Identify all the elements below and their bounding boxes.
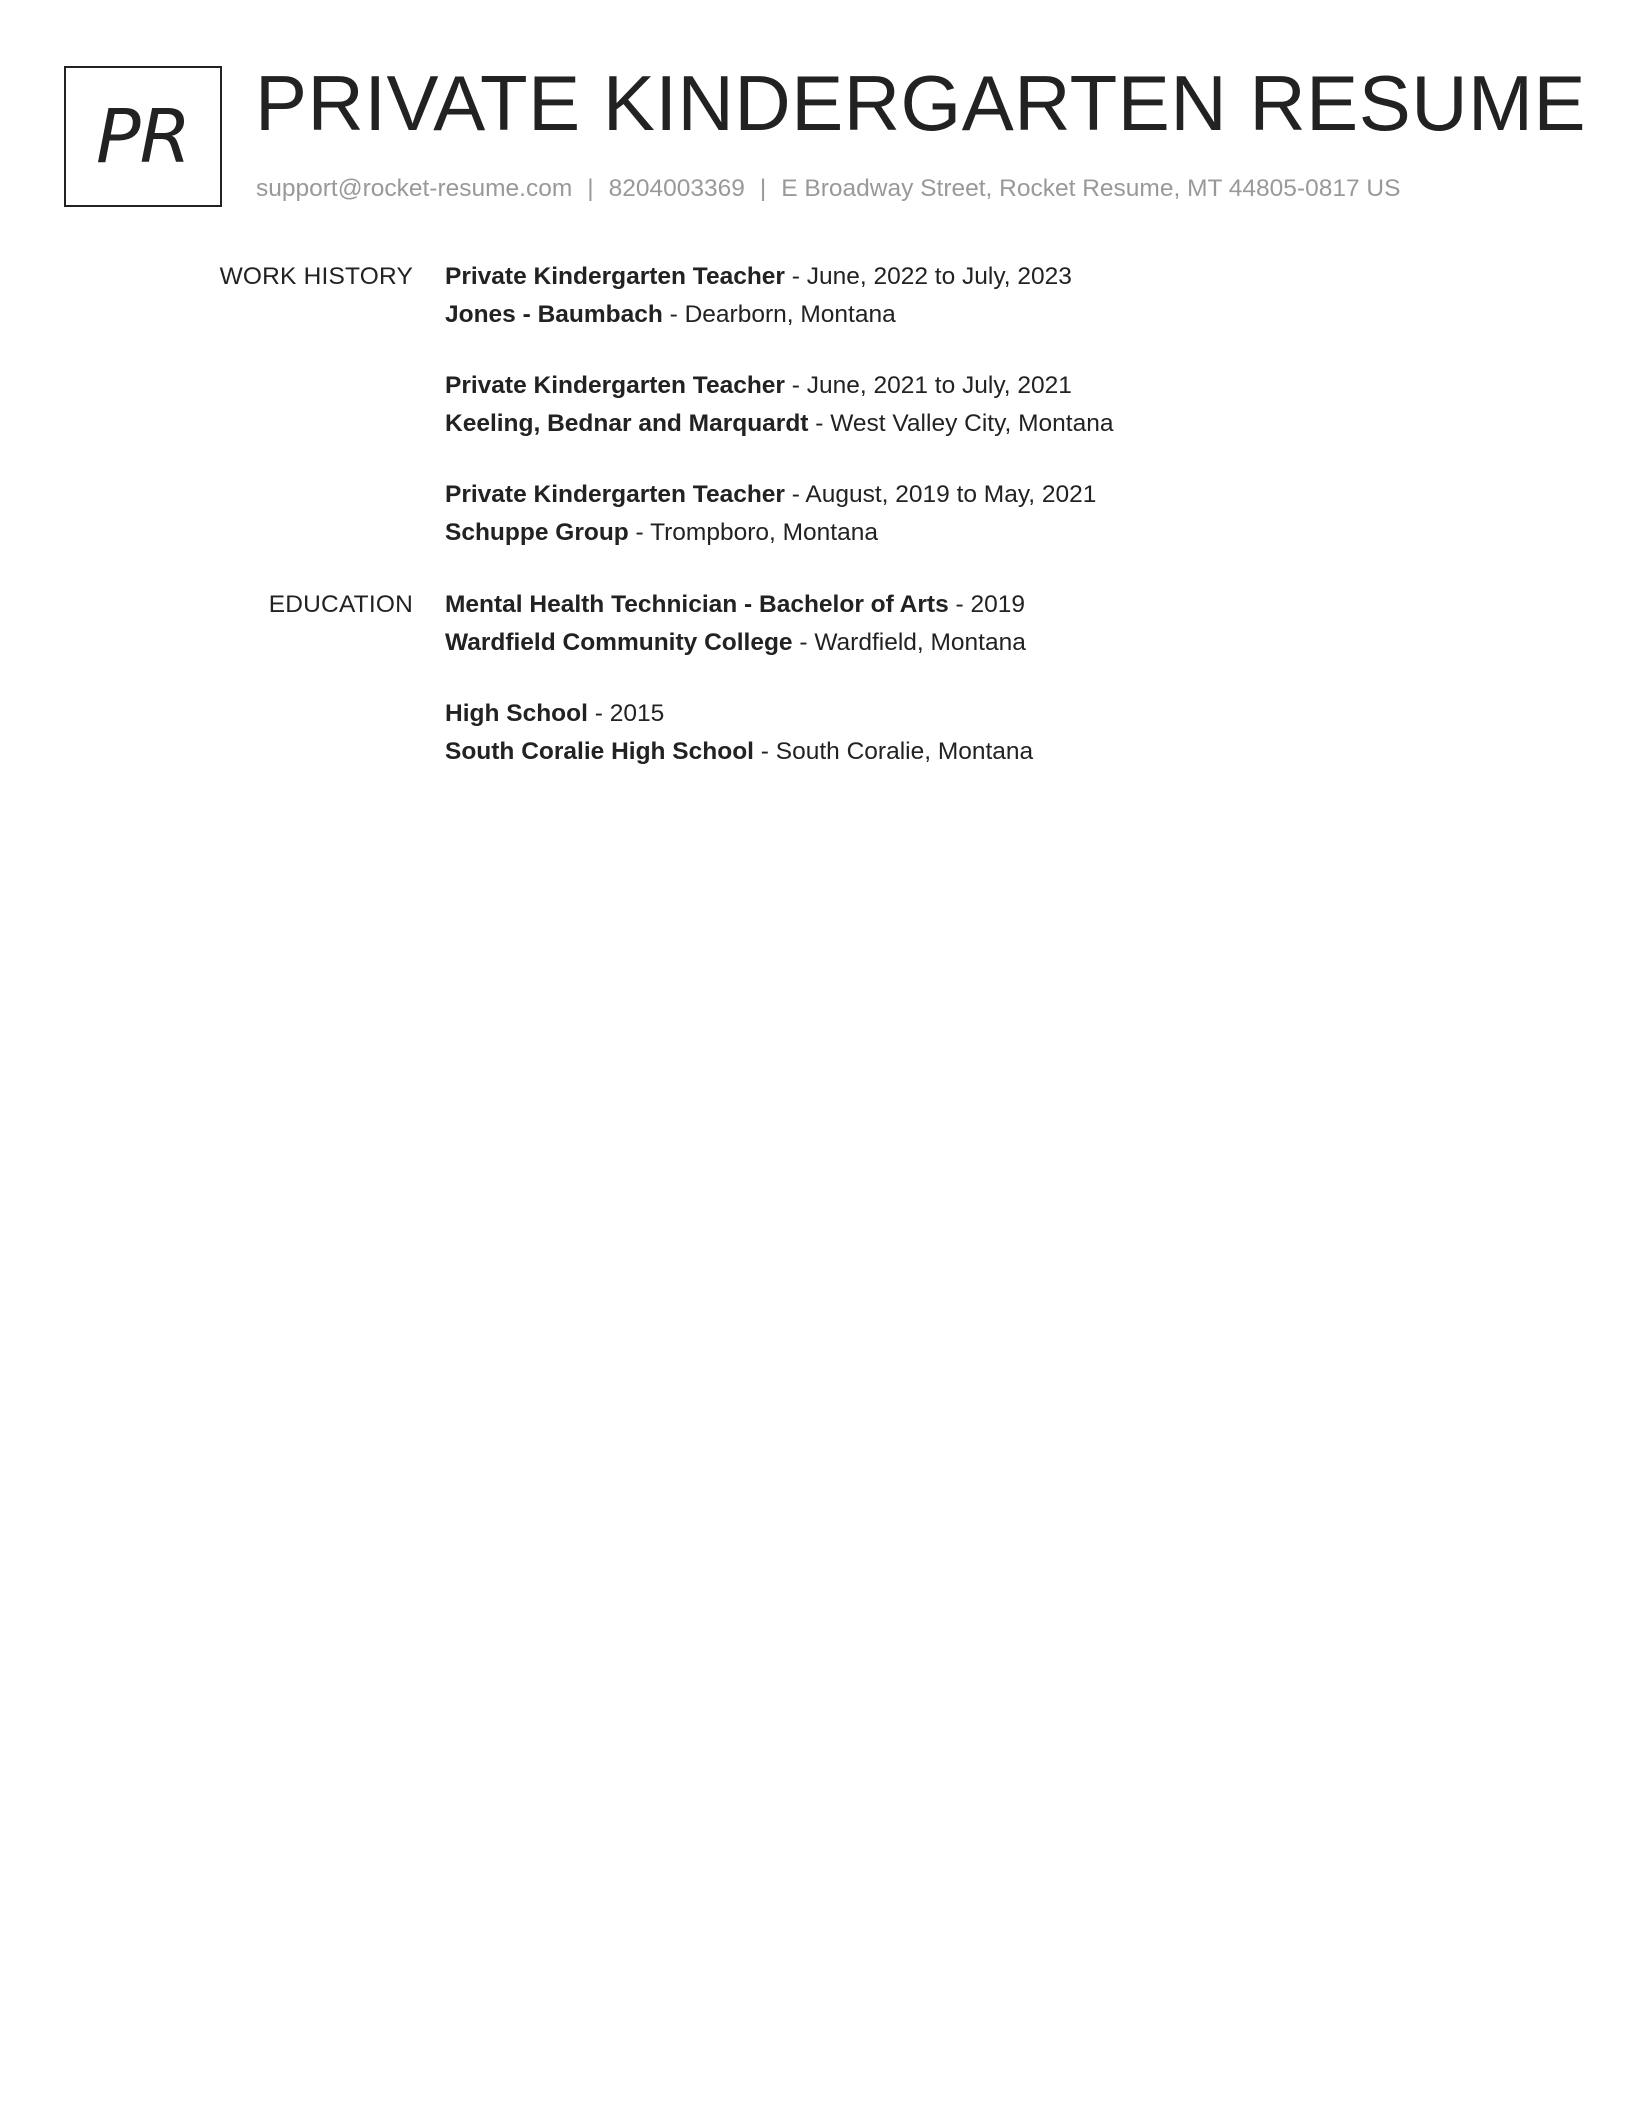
job-title: Private Kindergarten Teacher [445,372,785,399]
resume-title: PRIVATE KINDERGARTEN RESUME [255,59,1587,147]
education-entries [445,586,1033,804]
work-entry-title-line [445,476,1113,514]
education-entry-school-line [445,733,1033,771]
job-title: Private Kindergarten Teacher [445,263,785,290]
employer-name: Jones - Baumbach [445,301,663,328]
work-entry-employer-line [445,514,1113,552]
education-entry-school-line [445,624,1033,662]
graduation-year: - 2015 [587,700,665,727]
degree-name: Mental Health Technician - Bachelor of Arts [445,591,949,618]
education-entry [445,586,1033,662]
education-entry-degree-line [445,586,1033,624]
contact-address: E Broadway Street, Rocket Resume, MT 44805-0817 US [781,175,1401,202]
degree-name: High School [445,700,588,727]
section-label-education: EDUCATION [268,591,413,618]
contact-email: support@rocket-resume.com [256,175,573,202]
monogram-initials: PR [95,93,191,180]
work-entry [445,258,1113,334]
work-entry-title-line [445,258,1113,296]
employer-location: - Dearborn, Montana [662,301,896,328]
contact-separator: | [759,175,767,202]
section-label-work-history: WORK HISTORY [219,263,413,290]
work-entry [445,367,1113,443]
work-history-entries [445,258,1113,585]
employer-location: - Trompboro, Montana [628,519,878,546]
school-name: Wardfield Community College [445,629,793,656]
monogram-logo [64,66,222,207]
employer-name: Keeling, Bednar and Marquardt [445,410,809,437]
job-dates: - June, 2021 to July, 2021 [784,372,1072,399]
school-name: South Coralie High School [445,738,754,765]
education-entry [445,695,1033,771]
job-dates: - June, 2022 to July, 2023 [784,263,1072,290]
school-location: - South Coralie, Montana [753,738,1034,765]
job-dates: - August, 2019 to May, 2021 [784,481,1097,508]
work-entry-employer-line [445,405,1113,443]
work-entry [445,476,1113,552]
graduation-year: - 2019 [948,591,1025,618]
contact-separator: | [587,175,594,202]
education-entry-degree-line [445,695,1033,733]
work-entry-title-line [445,367,1113,405]
employer-name: Schuppe Group [445,519,629,546]
work-entry-employer-line [445,296,1113,334]
contact-phone: 8204003369 [608,175,745,202]
contact-line [256,174,1400,204]
job-title: Private Kindergarten Teacher [445,481,785,508]
employer-location: - West Valley City, Montana [808,410,1114,437]
school-location: - Wardfield, Montana [792,629,1026,656]
